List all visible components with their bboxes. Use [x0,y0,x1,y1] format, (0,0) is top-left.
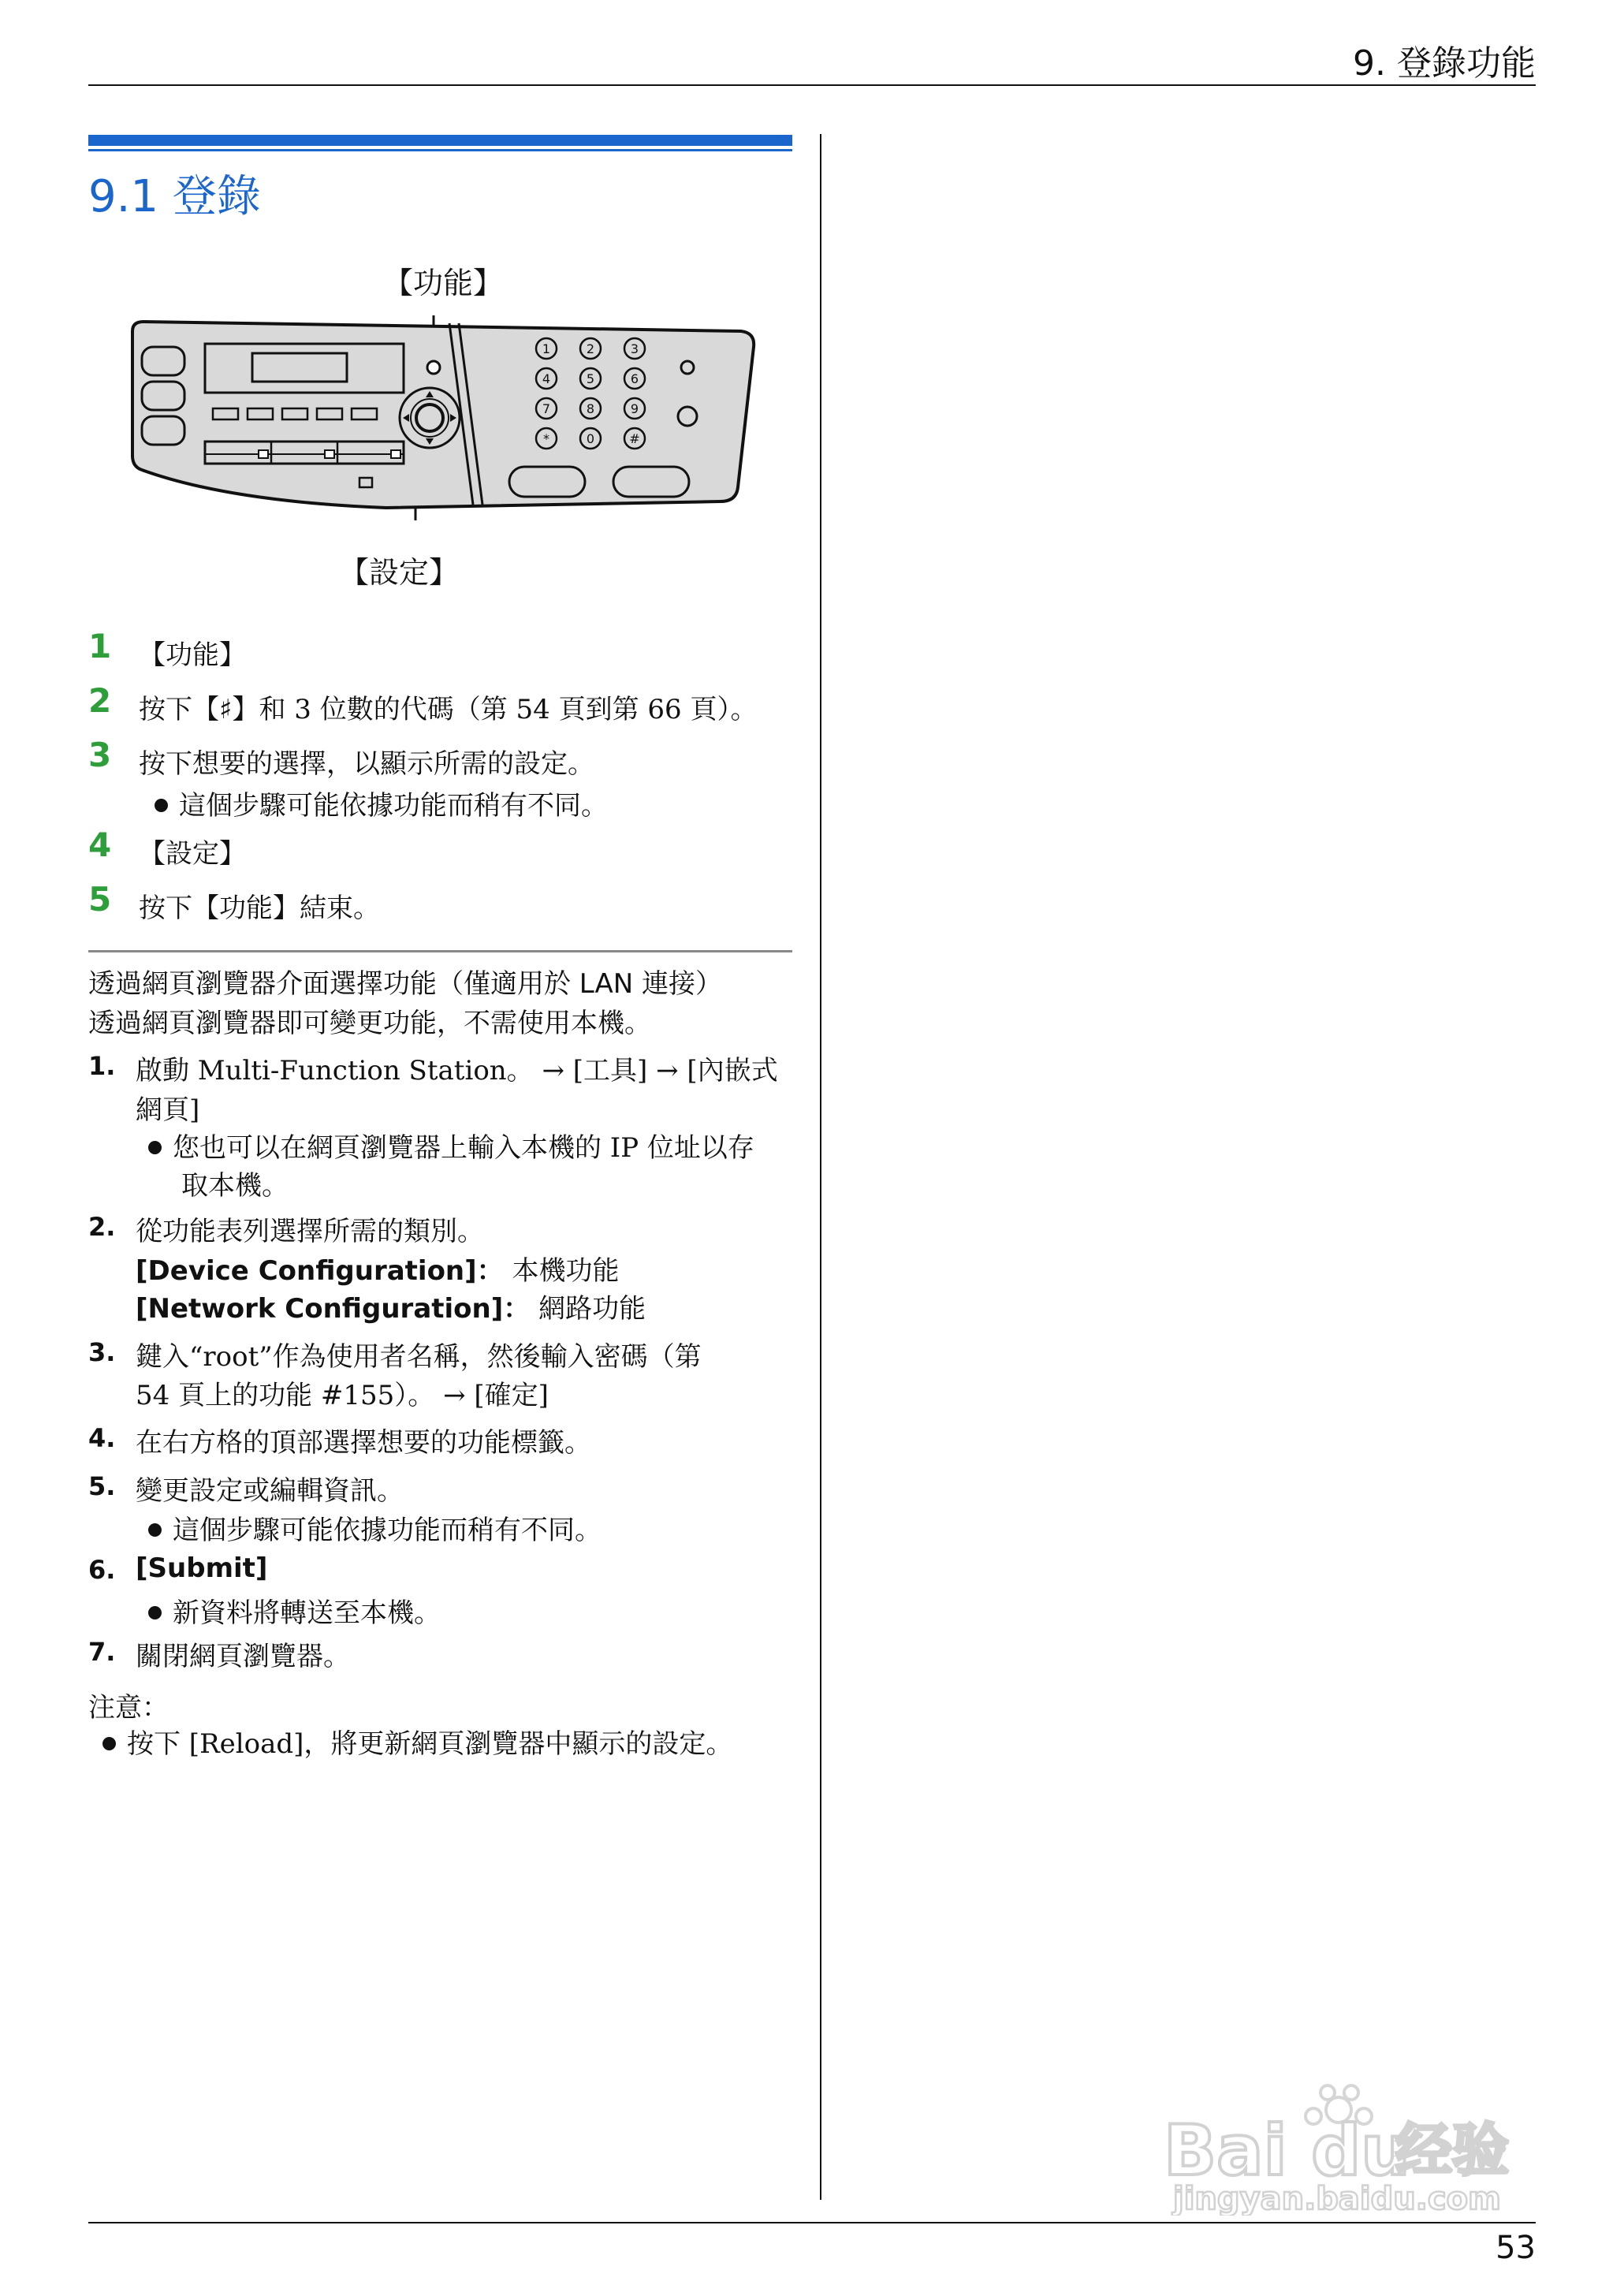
column-divider [820,134,821,2200]
web-step-number: 1. [88,1051,116,1081]
step-text: 【功能】 [139,639,246,671]
web-step-bullet: 新資料將轉送至本機。 [148,1591,441,1630]
step-number: 1 [88,627,112,665]
header-rule [88,84,1536,86]
step-number: 3 [88,736,112,774]
keypad-key-label: 6 [630,371,639,386]
web-step-number: 2. [88,1212,116,1242]
section-rule [88,950,792,952]
round-button [681,361,694,374]
keypad-key-label: 1 [542,341,551,356]
step-text: 按下想要的選擇，以顯示所需的設定。 [139,748,594,780]
round-button [678,407,697,426]
keypad-key-label: * [543,431,549,446]
keypad-key-label: 3 [630,341,639,356]
set-button [416,404,443,431]
web-step-number: 5. [88,1471,116,1501]
keypad-key-label: 7 [542,401,551,416]
web-step-text: 鍵入“root”作為使用者名稱，然後輸入密碼（第 [136,1341,702,1373]
step-text: 【設定】 [139,838,246,870]
step-number: 2 [88,681,112,720]
web-step-option: [Network Configuration]： 網路功能 [136,1293,646,1325]
web-step-option: [Device Configuration]： 本機功能 [136,1255,620,1287]
web-step-bullet: 這個步驟可能依據功能而稍有不同。 [148,1508,602,1547]
keypad-key-label: 5 [586,371,595,386]
baidu-watermark [1159,2082,1529,2216]
note-bullet: 按下 [Reload]，將更新網頁瀏覽器中顯示的設定。 [102,1722,732,1761]
web-step-number: 6. [88,1555,116,1585]
section-title: 9.1 登錄 [88,171,261,222]
keypad-key-label: 0 [586,431,595,446]
web-step-text: 啟動 Multi-Function Station。 → [工具] → [內嵌式 [136,1055,778,1086]
web-step-number: 3. [88,1337,116,1367]
web-step-text: 54 頁上的功能 #155）。 → [確定] [136,1380,549,1411]
keypad-key-label: 2 [586,341,595,356]
step-bullet: 這個步驟可能依據功能而稍有不同。 [155,784,608,822]
watermark-brand: Bai du [1164,2110,1410,2191]
footer-rule [88,2222,1536,2223]
watermark-brand-suffix: 经验 [1395,2117,1510,2183]
section-bar-thin [88,149,792,151]
display-screen [252,353,347,382]
web-step-number: 7. [88,1637,116,1667]
pill-button [613,467,689,497]
chapter-title: 9. 登錄功能 [1353,43,1536,84]
watermark-url: jingyan.baidu.com [1173,2181,1501,2216]
keypad-key-label: 9 [630,401,639,416]
step-text: 按下【功能】結束。 [139,893,380,924]
web-step-bullet: 您也可以在網頁瀏覽器上輸入本機的 IP 位址以存 [148,1126,754,1165]
control-panel-illustration [118,315,765,520]
slider-bar [205,442,404,464]
step-number: 4 [88,826,112,864]
keypad-key-label: # [629,431,640,446]
keypad-key-label: 4 [542,371,551,386]
web-step-text: 網頁] [136,1094,200,1126]
web-step-bullet: 取本機。 [181,1170,289,1202]
left-button [142,416,184,445]
callout-function-label: 【功能】 [383,266,504,300]
web-step-text: [Submit] [136,1552,268,1584]
web-step-text: 在右方格的頂部選擇想要的功能標籤。 [136,1427,591,1459]
left-button [142,347,184,375]
function-button [427,361,440,374]
step-text: 按下【♯】和 3 位數的代碼（第 54 頁到第 66 頁）。 [139,694,758,725]
web-intro: 透過網頁瀏覽器即可變更功能，不需使用本機。 [88,1008,651,1039]
web-heading: 透過網頁瀏覽器介面選擇功能（僅適用於 LAN 連接） [88,968,723,1000]
web-step-number: 4. [88,1423,116,1453]
web-step-text: 從功能表列選擇所需的類別。 [136,1216,484,1247]
callout-set-label: 【設定】 [339,555,460,590]
section-bar [88,135,792,146]
keypad-key-label: 8 [586,401,595,416]
left-button [142,382,184,410]
web-step-text: 變更設定或編輯資訊。 [136,1475,404,1507]
step-number: 5 [88,880,112,919]
note-label: 注意： [88,1692,169,1724]
page-number: 53 [1495,2230,1536,2266]
web-step-text: 關閉網頁瀏覽器。 [136,1641,350,1672]
pill-button [509,467,585,497]
